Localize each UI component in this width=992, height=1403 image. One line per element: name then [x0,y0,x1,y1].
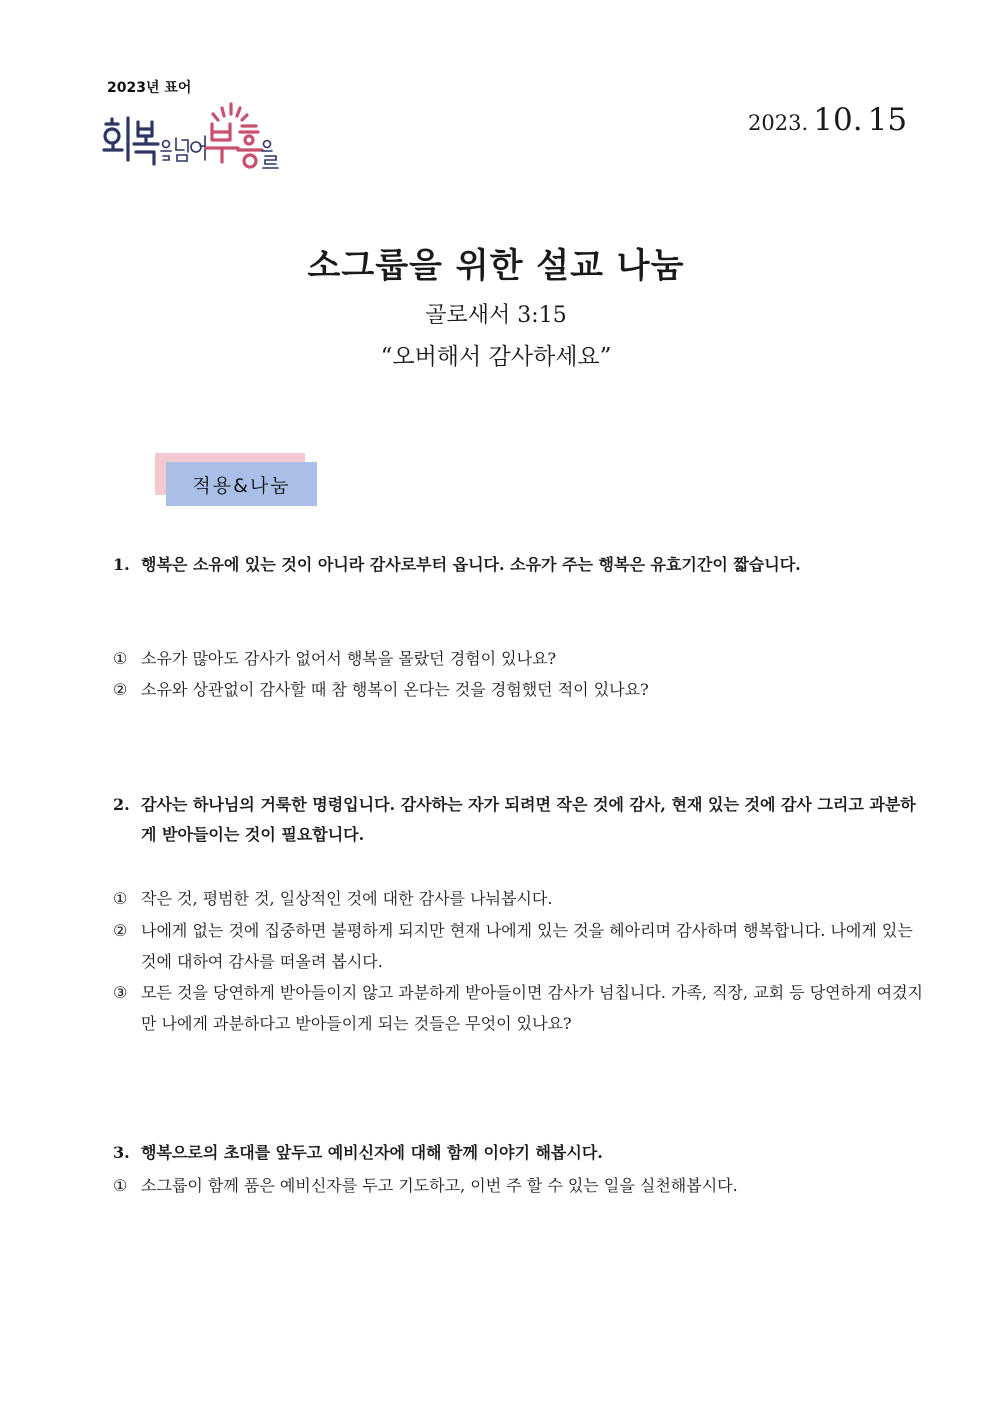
item-mark: ② [113,680,128,699]
question-number: 2. [113,795,130,814]
item-text: 나에게 없는 것에 집중하면 불평하게 되지만 현재 나에게 있는 것을 헤아리며 감사하며 행복합니다. 나에게 있는 것에 대하여 감사를 떠올려 봅시다. [141,921,913,971]
motto-logo [100,100,280,175]
question-2-item-1 [113,883,923,914]
sermon-date: 2023. 10. 15 [748,102,908,138]
question-3-item-1 [113,1170,923,1201]
sermon-theme: “오버해서 감사하세요” [380,344,612,370]
date-month: 10 [813,102,853,138]
item-text: 모든 것을 당연하게 받아들이지 않고 과분하게 받아들이면 감사가 넘칩니다. 가족, 직장, 교회 등 당연하게 여겼지만 나에게 과분하다고 받아들이게 되는 것들은 무엇이 있나요? [141,983,923,1033]
question-2-heading [113,790,923,850]
question-1-item-1 [113,643,923,674]
question-text: 감사는 하나님의 거룩한 명령입니다. 감사하는 자가 되려면 작은 것에 감사, 현재 있는 것에 감사 그리고 과분하게 받아들이는 것이 필요합니다. [141,795,916,844]
question-2-item-2 [113,915,923,977]
section-tab [155,453,317,507]
item-text: 작은 것, 평범한 것, 일상적인 것에 대한 감사를 나눠봅시다. [141,889,553,908]
item-mark: ③ [113,983,128,1002]
question-1-item-2 [113,674,923,705]
item-mark: ① [113,1176,128,1195]
motto-year-label: 2023년 표어 [107,80,192,96]
question-1-heading [113,550,923,580]
question-number: 3. [113,1143,130,1162]
scripture-reference: 골로새서 3:15 [425,303,567,328]
item-mark: ① [113,889,128,908]
page-title: 소그룹을 위한 설교 나눔 [307,246,685,286]
question-2-item-3 [113,977,923,1039]
question-text: 행복은 소유에 있는 것이 아니라 감사로부터 옵니다. 소유가 주는 행복은 유효기간이 짧습니다. [141,555,801,574]
item-text: 소유와 상관없이 감사할 때 참 행복이 온다는 것을 경험했던 적이 있나요? [141,680,649,699]
date-day: 15 [867,102,908,138]
date-year: 2023 [748,111,802,135]
question-number: 1. [113,555,130,574]
item-mark: ② [113,921,128,940]
question-3-heading [113,1138,923,1168]
item-text: 소그룹이 함께 품은 예비신자를 두고 기도하고, 이번 주 할 수 있는 일을 실천해봅시다. [141,1176,738,1195]
question-text: 행복으로의 초대를 앞두고 예비신자에 대해 함께 이야기 해봅시다. [141,1143,603,1162]
section-tab-label: 적용&나눔 [166,462,317,506]
item-mark: ① [113,649,128,668]
item-text: 소유가 많아도 감사가 없어서 행복을 몰랐던 경험이 있나요? [141,649,557,668]
